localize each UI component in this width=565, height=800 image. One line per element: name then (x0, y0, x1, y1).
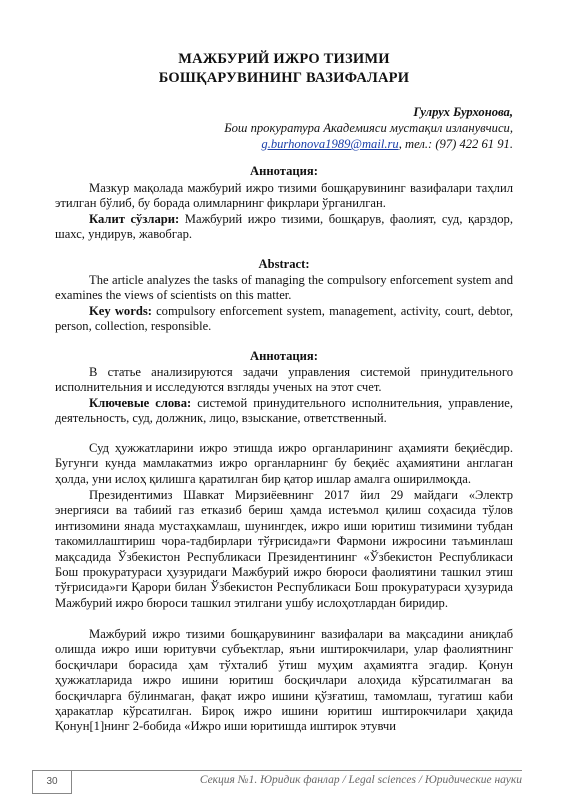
abstract-uz-heading: Аннотация: (250, 164, 318, 178)
footer-divider (32, 770, 522, 771)
author-affiliation: Бош прокуратура Академияси мустақил изланувчиси, (224, 121, 513, 135)
abstract-ru-keywords (55, 396, 513, 427)
abstract-uz-text: Мазкур мақолада мажбурий ижро тизими бошқарувининг вазифалари таҳлил этилган бўлиб, бу борада олимларнинг фикрлари ўрганилган. (55, 181, 513, 211)
abstract-ru-keywords-label: Ключевые слова: (89, 396, 192, 410)
author-phone: , тел.: (97) 422 61 91. (398, 137, 513, 151)
author-name: Гулрух Бурхонова, (413, 105, 513, 119)
author-block (55, 104, 513, 152)
abstract-en-heading: Abstract: (258, 257, 310, 271)
abstract-uz-keywords-text: Мажбурий ижро тизими, бошқарув, фаолият, суд, қарздор, шахс, ундирув, жавобгар. (55, 212, 514, 242)
abstract-ru-keywords-text: системой принудительного исполнительния, управление, деятельность, суд, должник, лицо, взыскание, ответственный. (55, 396, 514, 426)
author-contact (55, 136, 513, 152)
title-line-2: БОШҚАРУВИНИНГ ВАЗИФАЛАРИ (158, 70, 410, 86)
abstract-ru-heading: Аннотация: (250, 349, 318, 363)
abstract-en-keywords-label: Key words: (89, 304, 152, 318)
abstract-en-keywords-text: compulsory enforcement system, management, activity, court, debtor, person, collection, responsible. (55, 304, 513, 334)
title-line-1: МАЖБУРИЙ ИЖРО ТИЗИМИ (178, 51, 390, 67)
body-paragraph-1: Суд ҳужжатларини ижро этишда ижро органларининг аҳамияти беқиёсдир. Бугунги кунда мамлакатмиз ижро органларнинг бу беқиёс аҳамиятини англаган ҳолда, уни ислоҳ қилишга қаратилган бир қатор ишлар амалга оширилмоқда. (55, 441, 513, 486)
body-paragraph-2: Президентимиз Шавкат Мирзиёевнинг 2017 йил 29 майдаги «Электр энергияси ва табиий газ етказиб бериш ҳамда истеъмол қилиш соҳасида тўлов интизомини янада мустаҳкамлаш, шунингдек, ижро иши юритиш тизимини тубдан такомиллаштириш чора-тадбирлари тўғрисида»ги Фармони ижросини таъминлаш мақсадида Ўзбекистон Республикаси Президентининг «Ўзбекистон Республикаси Бош прокуратураси ҳузуридаги Мажбурий ижро бюроси фаолиятини ташкил этиш тўғрисида»ги Қарори билан Ўзбекистон Республикаси Бош прокуратураси ҳузурида Мажбурий ижро бюроси ташкил этилгани ушбу ислоҳотлардан биридир. (55, 488, 513, 610)
abstract-en-keywords (55, 304, 513, 335)
abstract-uz-keywords (55, 212, 513, 243)
abstract-uz-keywords-label: Калит сўзлари: (89, 212, 180, 226)
author-email-link[interactable]: g.burhonova1989@mail.ru (261, 137, 399, 151)
abstract-en-text: The article analyzes the tasks of managing the compulsory enforcement system and examines the views of scientists on this matter. (55, 273, 513, 303)
body-paragraph-3: Мажбурий ижро тизими бошқарувининг вазифалари ва мақсадини аниқлаб олишда ижро иши юритувчи субъектлар, яъни иштирокчилари, улар фаолиятнинг босқичлари борасида ҳам тўхталиб ўтиш муҳим аҳамиятга эгадир. Қонун ҳужжатларида ижро ишини юритиш босқичлари алоҳида кўрсатилмаган ва босқичларга бўлинмаган, фақат ижро ишини қўзғатиш, тамомлаш, тугатиш каби ҳаракатлар кўрсатилган. Бироқ ижро ишини юритиш иштирокчилари ҳақида Қонун[1]нинг 2-бобида «Ижро иши юритишда иштирок этувчи (55, 627, 513, 734)
article-title (55, 50, 513, 88)
page-number: 30 (32, 771, 72, 794)
abstract-ru-text: В статье анализируются задачи управления системой принудительного исполнительния и исследуются взгляды ученых на этот счет. (55, 365, 513, 395)
footer-section-label: Секция №1. Юридик фанлар / Legal sciences / Юридические науки (199, 774, 522, 786)
